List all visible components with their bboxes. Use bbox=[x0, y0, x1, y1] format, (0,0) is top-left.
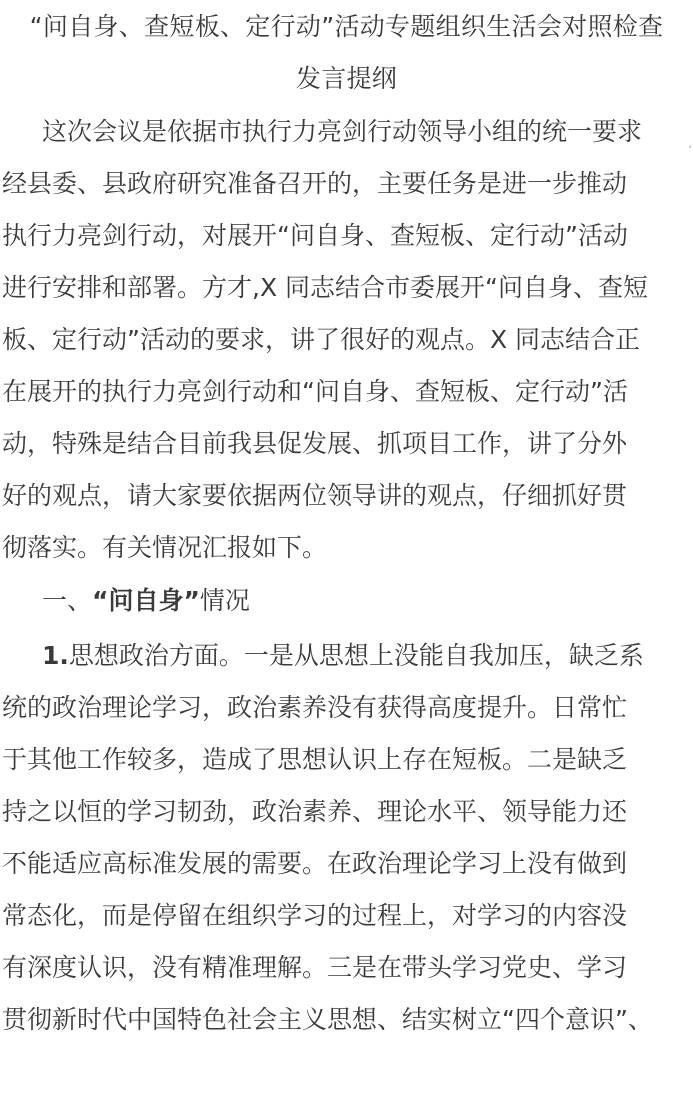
paragraph-2-line: 持之以恒的学习韧劲，政治素养、理论水平、领导能力还 bbox=[2, 797, 628, 826]
paragraph-1-line: 经县委、县政府研究准备召开的，主要任务是进一步推动 bbox=[2, 169, 628, 198]
paragraph-1-line: 进行安排和部署。方才,X 同志结合市委展开“问自身、查短 bbox=[2, 273, 648, 302]
section-heading-1-suffix: 情况 bbox=[199, 586, 250, 615]
section-heading-1-prefix: 一、 bbox=[42, 586, 93, 615]
paragraph-1-line: 彻落实。有关情况汇报如下。 bbox=[2, 533, 328, 562]
paragraph-2-line: 于其他工作较多，造成了思想认识上存在短板。二是缺乏 bbox=[2, 745, 628, 774]
section-heading-1-bold: “问自身” bbox=[92, 586, 200, 615]
paragraph-2-first-line bbox=[42, 641, 644, 671]
paragraph-1-line: 板、定行动”活动的要求，讲了很好的观点。X 同志结合正 bbox=[2, 325, 641, 354]
paragraph-2-line: 不能适应高标准发展的需要。在政治理论学习上没有做到 bbox=[2, 849, 628, 878]
paragraph-2-line: 有深度认识，没有精准理解。三是在带头学习党史、学习 bbox=[2, 953, 628, 982]
paragraph-1-line: 在展开的执行力亮剑行动和“问自身、查短板、定行动”活 bbox=[2, 377, 628, 406]
item-number: 1. bbox=[42, 641, 69, 670]
paragraph-1-line: 动，特殊是结合目前我县促发展、抓项目工作，讲了分外 bbox=[2, 429, 628, 458]
paragraph-2-line: 贯彻新时代中国特色社会主义思想、结实树立“四个意识”、 bbox=[2, 1005, 653, 1034]
document-title-line-1: “问自身、查短板、定行动”活动专题组织生活会对照检查 bbox=[29, 12, 664, 41]
paragraph-2-line: 常态化，而是停留在组织学习的过程上，对学习的内容没 bbox=[2, 901, 628, 930]
section-heading-1 bbox=[42, 586, 250, 616]
paragraph-2-first-text: 思想政治方面。一是从思想上没能自我加压，缺乏系 bbox=[68, 641, 644, 670]
document-title-line-2: 发言提纲 bbox=[295, 64, 398, 93]
paragraph-2-line: 统的政治理论学习，政治素养没有获得高度提升。日常忙 bbox=[2, 693, 628, 722]
paragraph-1-line: 好的观点，请大家要依据两位领导讲的观点，仔细抓好贯 bbox=[2, 481, 628, 510]
paragraph-1-line: 这次会议是依据市执行力亮剑行动领导小组的统一要求 bbox=[42, 117, 643, 146]
page-edge-mark: , bbox=[688, 135, 693, 151]
paragraph-1-line: 执行力亮剑行动，对展开“问自身、查短板、定行动”活动 bbox=[2, 221, 628, 250]
